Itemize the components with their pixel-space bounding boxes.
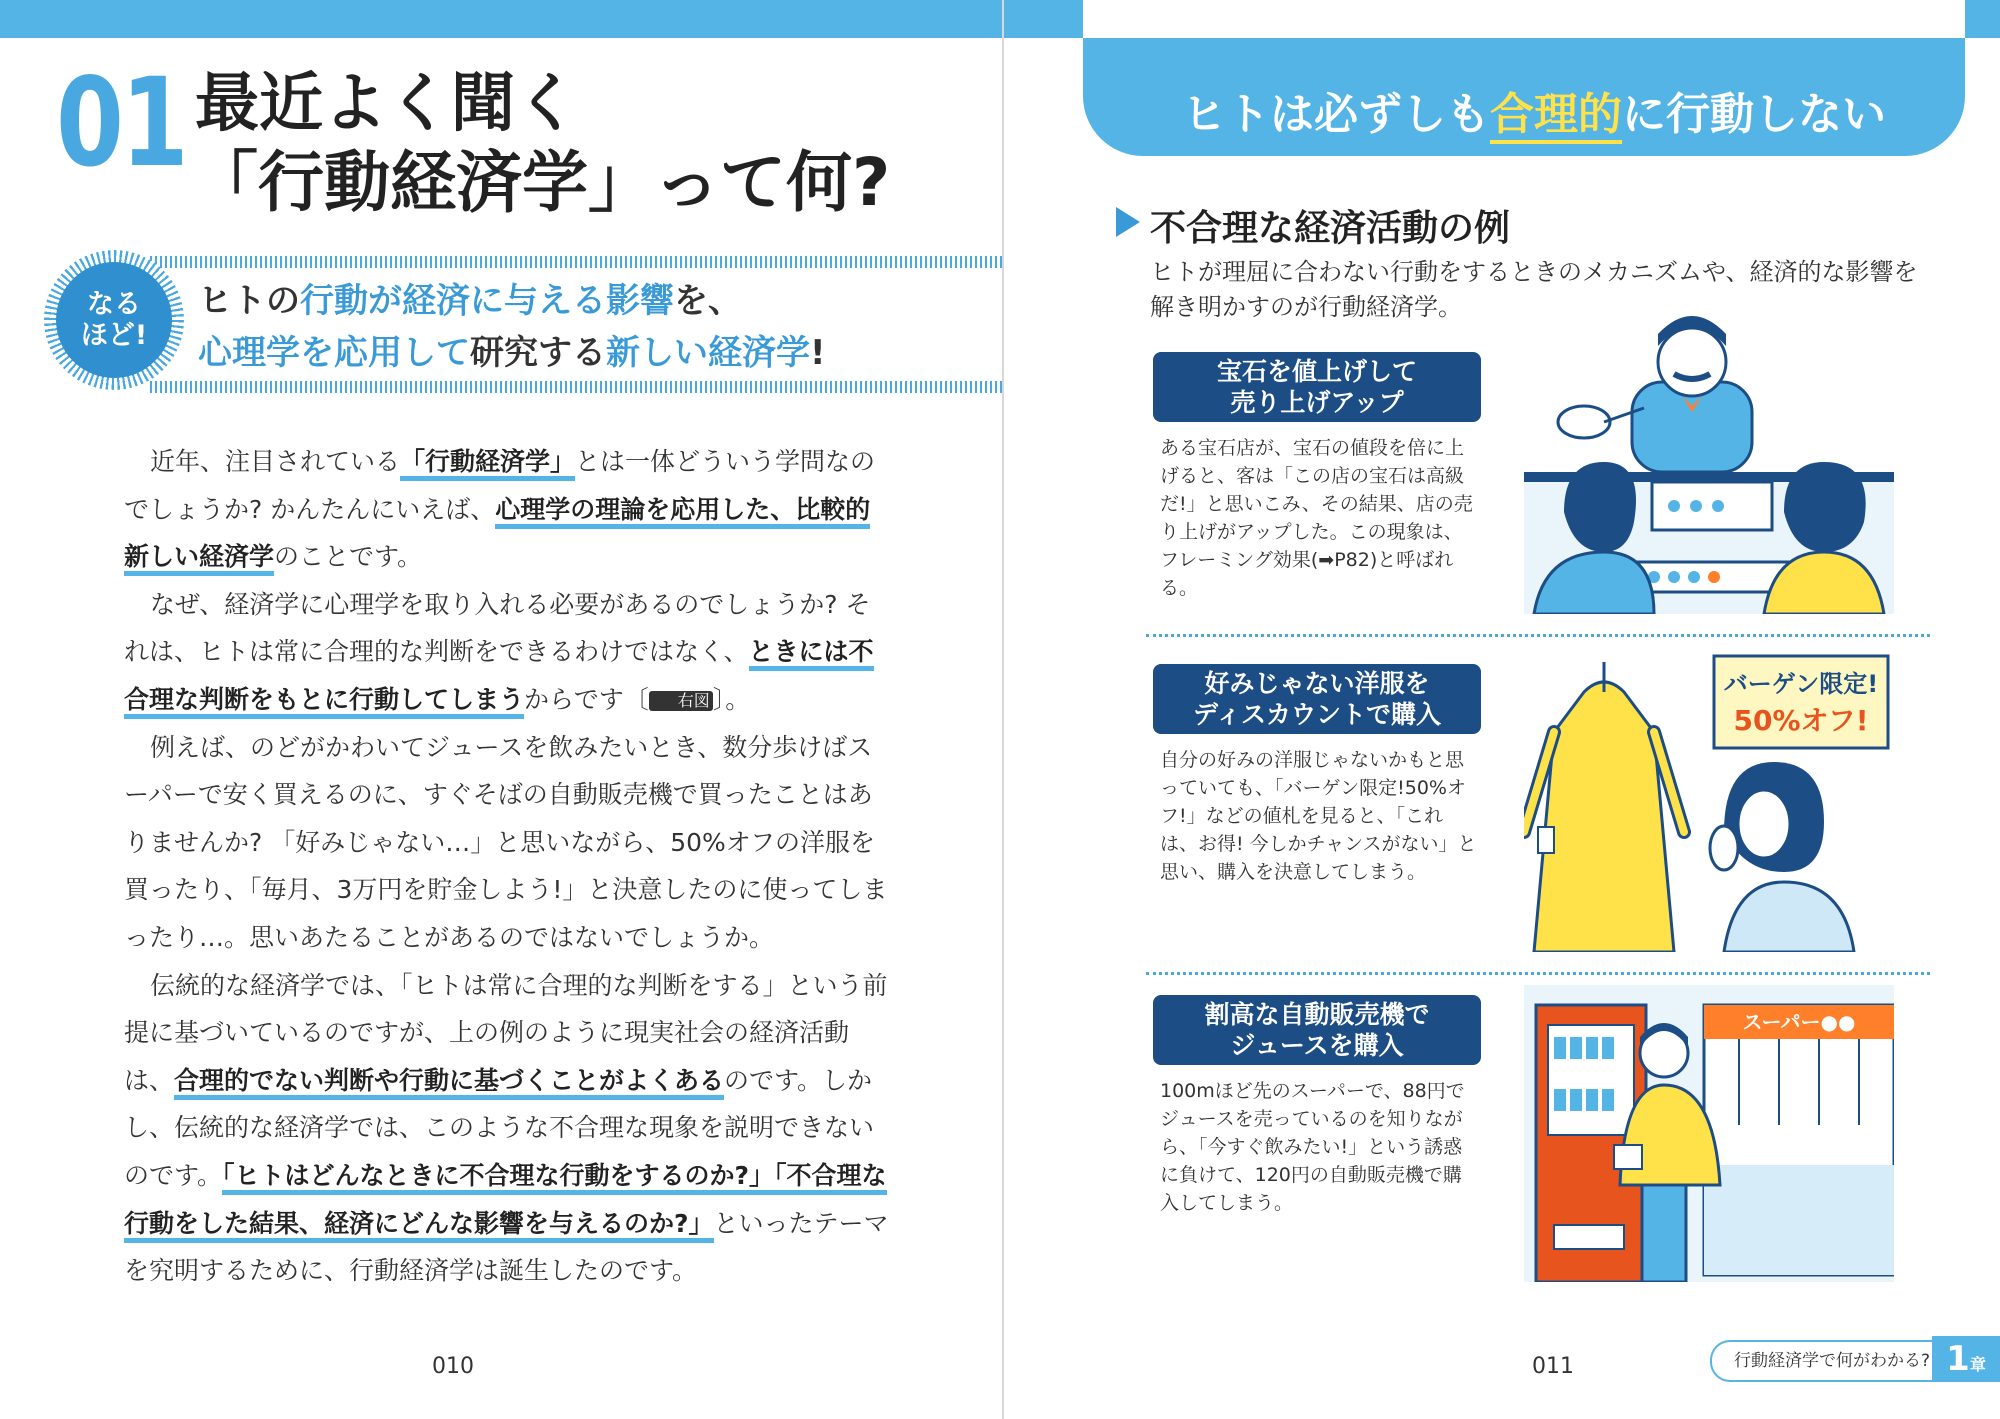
page-title-line1: 最近よく聞く: [195, 67, 579, 141]
bargain-sign-line1: バーゲン限定!: [1723, 670, 1879, 698]
example3-description: 100mほど先のスーパーで、88円でジュースを売っているのを知りながら、「今すぐ飲みたい!」という誘惑に負けて、120円の自動販売機で購入してしまう。: [1160, 1080, 1465, 1214]
badge-line2: ほど!: [80, 320, 148, 351]
chapter-number: 01: [56, 52, 186, 194]
bargain-sign-line2: 50%オフ!: [1733, 704, 1869, 737]
page-number-left: 010: [432, 1354, 474, 1379]
chapter-tab: 1章: [1932, 1336, 2000, 1382]
top-bar-left: [0, 0, 1002, 38]
dotted-divider-1: [1146, 634, 1930, 637]
page-number-right: 011: [1532, 1354, 1574, 1379]
paragraph-2: なぜ、経済学に心理学を取り入れる必要があるのでしょうか? それは、ヒトは常に合理的な判断をできるわけではなく、ときには不合理な判断をもとに行動してしまうからです〔 右図 〕。: [124, 581, 894, 724]
page-gutter: [1002, 0, 1004, 1419]
jewelry-store-illustration: [1524, 312, 1894, 614]
naruhodo-badge: [44, 250, 184, 390]
example1-heading: 宝石を値上げして 売り上げアップ: [1153, 352, 1481, 422]
triangle-bullet-icon: [1116, 207, 1140, 237]
paragraph-3: 例えば、のどがかわいてジュースを飲みたいとき、数分歩けばスーパーで安く買えるのに、すぐそばの自動販売機で買ったことはありませんか? 「好みじゃない…」と思いながら、50%オフの洋服を買ったり、「毎月、3万円を貯金しよう!」と決意したのに使ってしまったり…。思いあたることがあるのではないでしょうか。: [124, 732, 888, 952]
figure-ref-badge: 右図: [649, 691, 713, 711]
section-title: 不合理な経済活動の例: [1150, 208, 1511, 249]
top-bar-right-edge: [1965, 0, 2000, 38]
example3-heading: 割高な自動販売機で ジュースを購入: [1153, 995, 1481, 1065]
top-bar-right: [1003, 0, 1083, 38]
section-header-text: ヒトは必ずしも合理的に行動しない: [1182, 78, 1886, 142]
paragraph-1: 近年、注目されている「行動経済学」とは一体どういう学問なのでしょうか? かんたんにいえば、心理学の理論を応用した、比較的新しい経済学のことです。: [124, 438, 894, 581]
stripe-divider-top: [150, 256, 1002, 268]
badge-line1: なる: [87, 288, 141, 320]
stripe-divider-bottom: [150, 381, 1002, 393]
example1-description: ある宝石店が、宝石の値段を倍に上げると、客は「この店の宝石は高級だ!」と思いこみ、その結果、店の売り上げがアップした。この現象は、フレーミング効果(➡P82)と呼ばれる。: [1160, 437, 1473, 599]
example2-heading: 好みじゃない洋服を ディスカウントで購入: [1153, 664, 1481, 734]
dotted-divider-2: [1146, 972, 1930, 975]
section-description: ヒトが理屈に合わない行動をするときのメカニズムや、経済的な影響を解き明かすのが行動経済学。: [1150, 258, 1918, 321]
paragraph-4: 伝統的な経済学では、「ヒトは常に合理的な判断をする」という前提に基づいているのですが、上の例のように現実社会の経済活動は、合理的でない判断や行動に基づくことがよくあるのです。しかし、伝統的な経済学では、このような不合理な現象を説明できないのです。「ヒトはどんなときに不合理な行動をするのか?」「不合理な行動をした結果、経済にどんな影響を与えるのか?」といったテーマを究明するために、行動経済学は誕生したのです。: [124, 970, 889, 1286]
example2-description: 自分の好みの洋服じゃないかもと思っていても、「バーゲン限定!50%オフ!」などの値札を見ると、「これは、お得! 今しかチャンスがない」と思い、購入を決意してしまう。: [1160, 749, 1477, 883]
body-text: [124, 438, 894, 1295]
lead-line2: 心理学を応用して研究する新しい経済学!: [198, 333, 826, 373]
store-sign: スーパー●●: [1742, 1010, 1856, 1034]
bargain-dress-illustration: [1524, 652, 1894, 952]
lead-line1: ヒトの行動が経済に与える影響を、: [198, 281, 742, 321]
vending-machine-illustration: [1524, 985, 1894, 1282]
page-title-line2: 「行動経済学」って何?: [192, 144, 891, 221]
chapter-footer-label: 行動経済学で何がわかる?: [1710, 1340, 1952, 1382]
